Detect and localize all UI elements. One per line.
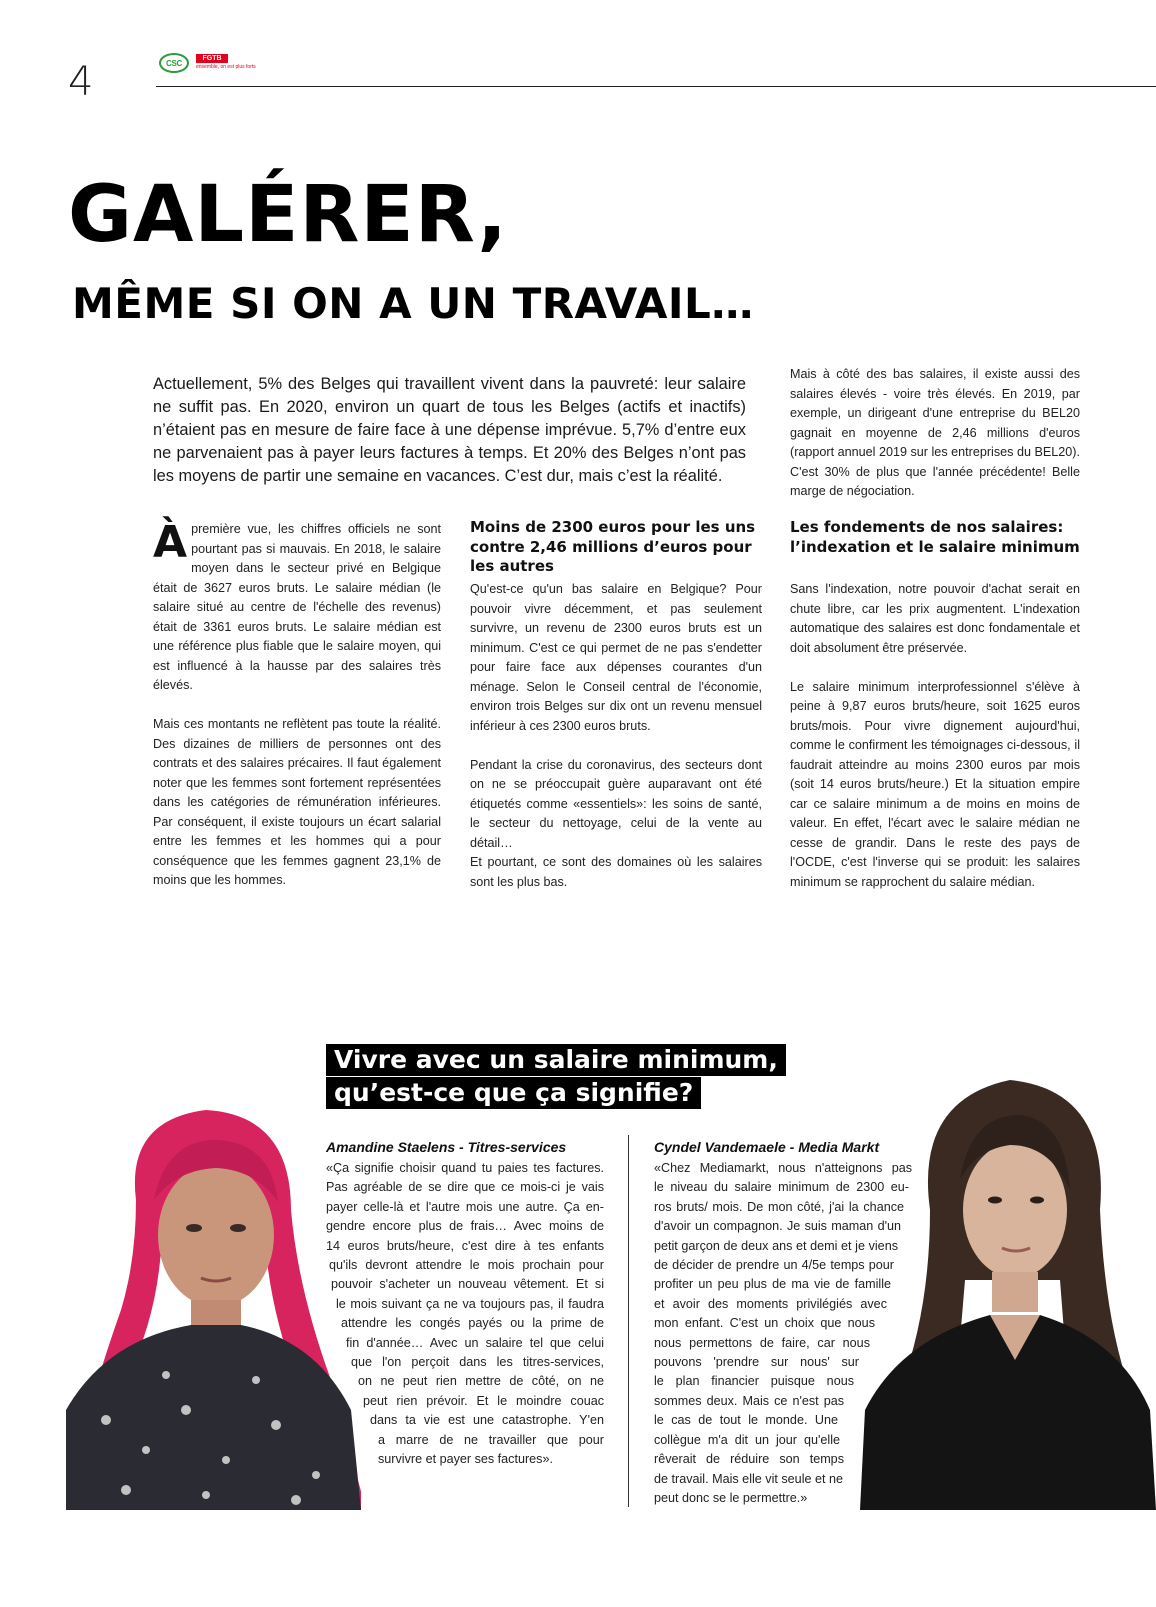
quote-line: dans ta vie est une catastrophe. Y'en (370, 1413, 604, 1428)
quote-line: que l'on perçoit dans les titres-services, (351, 1355, 604, 1370)
article-column-1 (153, 517, 441, 891)
quote-line: ros bruts/ mois. De mon côté, j'ai la chance (654, 1199, 904, 1214)
quote-line: mon enfant. C'est un choix que nous (654, 1316, 875, 1331)
quote-line: fin d'année… Avec un salaire tel que celui (346, 1335, 604, 1350)
page-title: GALÉRER, (68, 170, 508, 260)
fgtb-logo (196, 54, 266, 70)
col2-paragraph-3: Et pourtant, ce sont des domaines où les salaires sont les plus bas. (470, 855, 762, 889)
col2-paragraph-1: Qu'est-ce qu'un bas salaire en Belgique? Pour pouvoir vivre décemment, et pas seulement survivre, un revenu de 2300 euros bruts est un minimum. C'est ce qui permet de ne pas s'endetter pour faire face aux dépenses courantes d'un ménage. Selon le Conseil central de l'économie, environ trois Belges sur dix ont un revenu mensuel inférieur à ces 2300 euros bruts. (470, 582, 762, 733)
csc-logo: CSC (159, 53, 189, 73)
quote-line: «Ça signifie choisir quand tu paies tes factures. (326, 1161, 604, 1175)
quote-line: et avoir des moments privilégiés avec (654, 1296, 887, 1311)
testimonials-divider (628, 1135, 629, 1507)
quote-line: peut donc se le permettre.» (654, 1490, 808, 1505)
quote-line: payer celle-là et l'autre mois une autre. Ça en- (326, 1199, 604, 1214)
testimonials-title-line-2: qu’est-ce que ça signifie? (326, 1077, 701, 1109)
quote-line: profiter un peu plus de ma vie de famille (654, 1277, 891, 1292)
testimonials-title-line-1: Vivre avec un salaire minimum, (326, 1044, 786, 1076)
quote-line: qu'ils devront attendre le mois prochain pour (329, 1258, 604, 1273)
quote-line: d'avoir un compagnon. Je suis maman d'un (654, 1219, 901, 1234)
fgtb-logo-tagline: ensemble, on est plus forts (196, 64, 256, 70)
right-top-paragraph (790, 365, 1080, 502)
quote-line: a marre de ne travailler que pour (378, 1432, 604, 1447)
quote-line: le mois suivant ça ne va toujours pas, il faudra (336, 1296, 604, 1311)
testimonial-right-name: Cyndel Vandemaele - Media Markt (654, 1139, 880, 1155)
testimonial-left-name: Amandine Staelens - Titres-services (326, 1139, 567, 1155)
quote-line: «Chez Mediamarkt, nous n'atteignons pas (654, 1161, 912, 1175)
intro-paragraph: Actuellement, 5% des Belges qui travaillent vivent dans la pauvreté: leur salaire ne suffit pas. En 2020, environ un quart de tous les Belges (actifs et inactifs) n’étaient pas en mesure de faire face à une dépense imprévue. 5,7% d’entre eux ne parvenaient pas à payer leurs factures à temps. Et 20% des Belges n’ont pas les moyens de partir une semaine en vacances. C’est dur, mais c’est la réalité. (153, 375, 746, 485)
col2-paragraph-2: Pendant la crise du coronavirus, des secteurs dont on ne se préoccupait guère auparavant ont été étiquetés comme «essentiels»: les soins de santé, le secteur du nettoyage, celui de la vente au détail… (470, 757, 762, 850)
testimonial-left-quote (326, 1159, 604, 1470)
quote-line: on ne peut rien mettre de côté, on ne (358, 1374, 604, 1389)
quote-line: le plan financier puisque nous (654, 1374, 854, 1389)
quote-line: le niveau du salaire minimum de 2300 eu- (654, 1180, 909, 1195)
page-number: 4 (68, 59, 94, 105)
quote-line: petit garçon de deux ans et demi et je viens (654, 1238, 898, 1253)
quote-line: pouvons 'prendre sur nous' sur (654, 1355, 859, 1370)
quote-line: de travail. Mais elle vit seule et ne (654, 1471, 843, 1486)
header-rule (156, 86, 1156, 87)
col3-heading: Les fondements de nos salaires: l’indexation et le salaire minimum (790, 518, 1080, 556)
quote-line: 14 euros bruts/heure, c'est dire à tes enfants (326, 1238, 604, 1253)
col3-paragraph-1: Sans l'indexation, notre pouvoir d'achat serait en chute libre, car les prix augmentent. L'indexation automatique des salaires est donc fondamentale et doit absolument être préservée. (790, 582, 1080, 655)
col3-paragraph-2: Le salaire minimum interprofessionnel s'élève à peine à 9,87 euros bruts/heure, soit 1625 euros bruts/mois. Pour vivre dignement aujourd'hui, comme le confirment les témoignages ci-dessous, il faudrait atteindre au moins 2300 euros par mois (soit 14 euros bruts/heure.) Et la situation empire car ce salaire minimum a de moins en moins de valeur. En effet, l'écart avec le salaire médian ne cesse de grandir. Dans le reste des pays de l'OCDE, c'est l'inverse qui se produit: les salaires minimum se rapprochent du salaire médian. (790, 679, 1080, 889)
quote-line: attendre les congés payés ou la prime de (341, 1316, 604, 1331)
quote-line: de décider de prendre un 4/5e temps pour (654, 1258, 894, 1273)
article-column-2 (470, 580, 762, 892)
right-top-text: Mais à côté des bas salaires, il existe aussi des salaires élevés - voire très élevés. En 2019, par exemple, un dirigeant d'une entreprise du BEL20 gagnait en moyenne de 2,46 millions d'euros (rapport annuel 2019 sur les entreprises du BEL20). C'est 30% de plus que l'année précédente! Belle marge de négociation. (790, 367, 1080, 498)
page-subtitle: MÊME SI ON A UN TRAVAIL… (72, 279, 754, 328)
testimonial-right-quote (654, 1159, 912, 1508)
portrait-amandine (66, 1080, 361, 1510)
quote-line: gendre encore plus de frais… Avec moins de (326, 1219, 604, 1234)
quote-line: pouvoir s'acheter un nouveau vêtement. Et si (331, 1277, 604, 1292)
quote-line: rêverait de réduire son temps (654, 1452, 844, 1467)
article-column-3 (790, 580, 1080, 892)
quote-line: peut rien prévoir. Et le moindre couac (363, 1393, 604, 1408)
quote-line: survivre et payer ses factures». (378, 1452, 553, 1467)
quote-line: nous permettons de faire, car nous (654, 1335, 870, 1350)
quote-line: le cas de tout le monde. Une (654, 1413, 838, 1428)
col1-paragraph-1: première vue, les chiffres officiels ne sont pourtant pas si mauvais. En 2018, le salaire moyen dans le secteur privé en Belgique était de 3627 euros bruts. Le salaire médian (le salaire situé au centre de l'échelle des revenus) était de 3361 euros bruts. Le salaire médian est une référence plus fiable que le salaire moyen, qui est influencé à la hausse par des salaires très élevés. (153, 522, 441, 692)
quote-line: Pas agréable de se dire que ce mois-ci je vais (326, 1180, 604, 1195)
col2-heading: Moins de 2300 euros pour les uns contre 2,46 millions d’euros pour les autres (470, 518, 756, 575)
fgtb-logo-text: FGTB (196, 54, 228, 63)
col1-paragraph-2: Mais ces montants ne reflètent pas toute la réalité. Des dizaines de milliers de personnes ont des contrats et des salaires précaires. Il faut également noter que les femmes sont fortement représentées dans les catégories de rémunération inférieures. Par conséquent, il existe toujours un écart salarial entre les femmes et les hommes qui a pour conséquence que les femmes gagnent 23,1% de moins que les hommes. (153, 717, 441, 887)
quote-line: collègue m'a dit un jour qu'elle (654, 1432, 840, 1447)
dropcap: À (153, 517, 188, 568)
quote-line: sommes deux. Mais ce n'est pas (654, 1393, 844, 1408)
